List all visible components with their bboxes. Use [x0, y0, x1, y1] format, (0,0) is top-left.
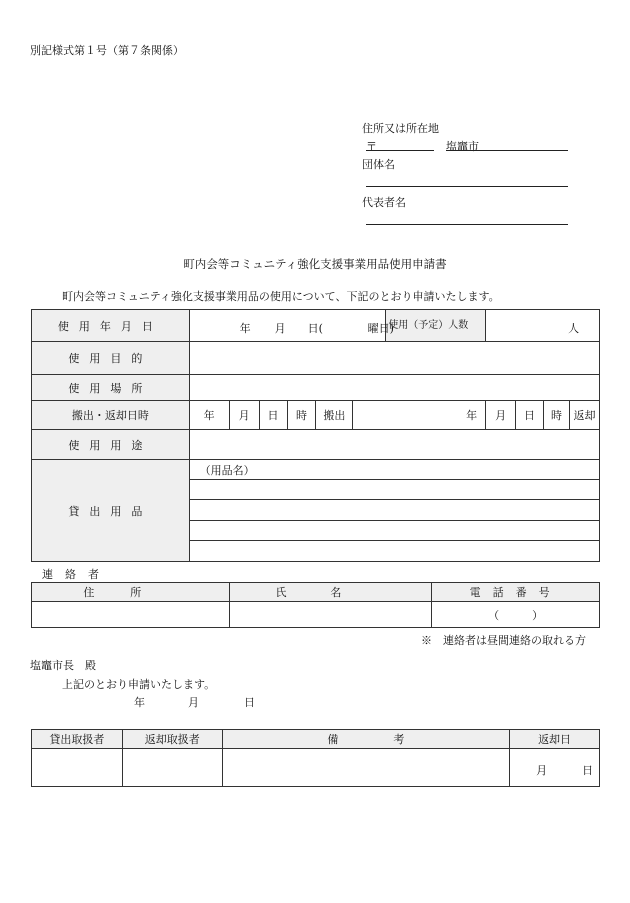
item-row[interactable] [189, 521, 599, 541]
planned-people-field[interactable] [486, 310, 600, 342]
address-label: 住所又は所在地 [362, 122, 439, 135]
sched-ret-hour-label: 時 [550, 409, 562, 422]
group-label: 団体名 [362, 158, 395, 171]
contact-address-field[interactable] [32, 602, 230, 628]
return-date-header: 返却日 [510, 730, 600, 749]
contact-heading: 連絡者 [42, 568, 111, 581]
remarks-header: 備 考 [222, 730, 510, 749]
items-label: 貸出用品 [32, 460, 190, 562]
addressee: 塩竈市長 殿 [30, 659, 96, 672]
lending-handler-header: 貸出取扱者 [32, 730, 123, 749]
return-handler-header: 返却取扱者 [122, 730, 222, 749]
form-number: 別記様式第１号（第７条関係） [30, 44, 184, 57]
date-year: 年 [239, 321, 251, 335]
apply-month: 月 [188, 696, 199, 709]
contact-name-header: 氏名 [229, 583, 432, 602]
postal-mark: 〒 [366, 140, 377, 153]
sched-ret-day[interactable] [516, 401, 544, 430]
date-weekday: 曜日) [367, 321, 394, 335]
sched-out-year[interactable] [189, 401, 229, 430]
item-row[interactable] [189, 500, 599, 521]
contact-phone-header: 電話番号 [432, 583, 600, 602]
group-name-field[interactable] [366, 186, 568, 187]
return-day: 日 [582, 763, 594, 777]
item-row[interactable] [189, 480, 599, 500]
city-name: 塩竈市 [446, 140, 479, 153]
people-unit: 人 [568, 321, 580, 335]
postal-code-field[interactable] [366, 150, 434, 151]
usage-date-label: 使用年月日 [32, 310, 190, 342]
contact-name-field[interactable] [229, 602, 432, 628]
sched-ret-month-label: 月 [495, 409, 507, 422]
return-label: 返却 [569, 401, 599, 430]
application-table [31, 309, 600, 562]
contact-address-header: 住所 [32, 583, 230, 602]
sched-out-year-label: 年 [203, 409, 215, 422]
sched-ret-hour[interactable] [544, 401, 570, 430]
schedule-label: 搬出・返却日時 [32, 401, 190, 430]
form-title: 町内会等コミュニティ強化支援事業用品使用申請書 [183, 257, 447, 271]
use-field[interactable] [189, 430, 599, 460]
sched-out-month[interactable] [229, 401, 259, 430]
place-field[interactable] [189, 375, 599, 401]
use-label: 使用用途 [32, 430, 190, 460]
items-name-header: （用品名） [189, 460, 599, 480]
statement: 上記のとおり申請いたします。 [62, 678, 216, 691]
usage-date-field[interactable] [189, 310, 394, 342]
apply-day: 日 [244, 696, 255, 709]
purpose-field[interactable] [189, 342, 599, 375]
date-day: 日( [307, 321, 323, 335]
place-label: 使用場所 [32, 375, 190, 401]
sched-out-hour[interactable] [287, 401, 316, 430]
contact-table [31, 582, 600, 628]
sched-out-day[interactable] [259, 401, 287, 430]
return-date-field[interactable] [510, 749, 600, 787]
sched-out-month-label: 月 [238, 409, 250, 422]
carry-out-label: 搬出 [316, 401, 353, 430]
office-table [31, 729, 600, 787]
representative-label: 代表者名 [362, 196, 406, 209]
sched-out-day-label: 日 [267, 409, 279, 422]
remarks-field[interactable] [222, 749, 510, 787]
sched-ret-year[interactable] [353, 401, 486, 430]
apply-year: 年 [134, 696, 145, 709]
date-month: 月 [274, 321, 286, 335]
return-month: 月 [536, 763, 548, 777]
sched-out-hour-label: 時 [295, 409, 307, 422]
representative-field[interactable] [366, 224, 568, 225]
sched-ret-month[interactable] [486, 401, 516, 430]
phone-paren: （ ） [488, 608, 544, 622]
sched-ret-day-label: 日 [524, 409, 536, 422]
address-field[interactable] [446, 150, 568, 151]
item-row[interactable] [189, 541, 599, 562]
purpose-label: 使用目的 [32, 342, 190, 375]
sched-ret-year-label: 年 [466, 409, 478, 422]
lending-handler-field[interactable] [32, 749, 123, 787]
return-handler-field[interactable] [122, 749, 222, 787]
intro-text: 町内会等コミュニティ強化支援事業用品の使用について、下記のとおり申請いたします。 [62, 290, 500, 303]
contact-note: ※ 連絡者は昼間連絡の取れる方 [421, 634, 586, 647]
contact-phone-field[interactable] [432, 602, 600, 628]
planned-people-label: 使用（予定）人数 [386, 310, 486, 342]
